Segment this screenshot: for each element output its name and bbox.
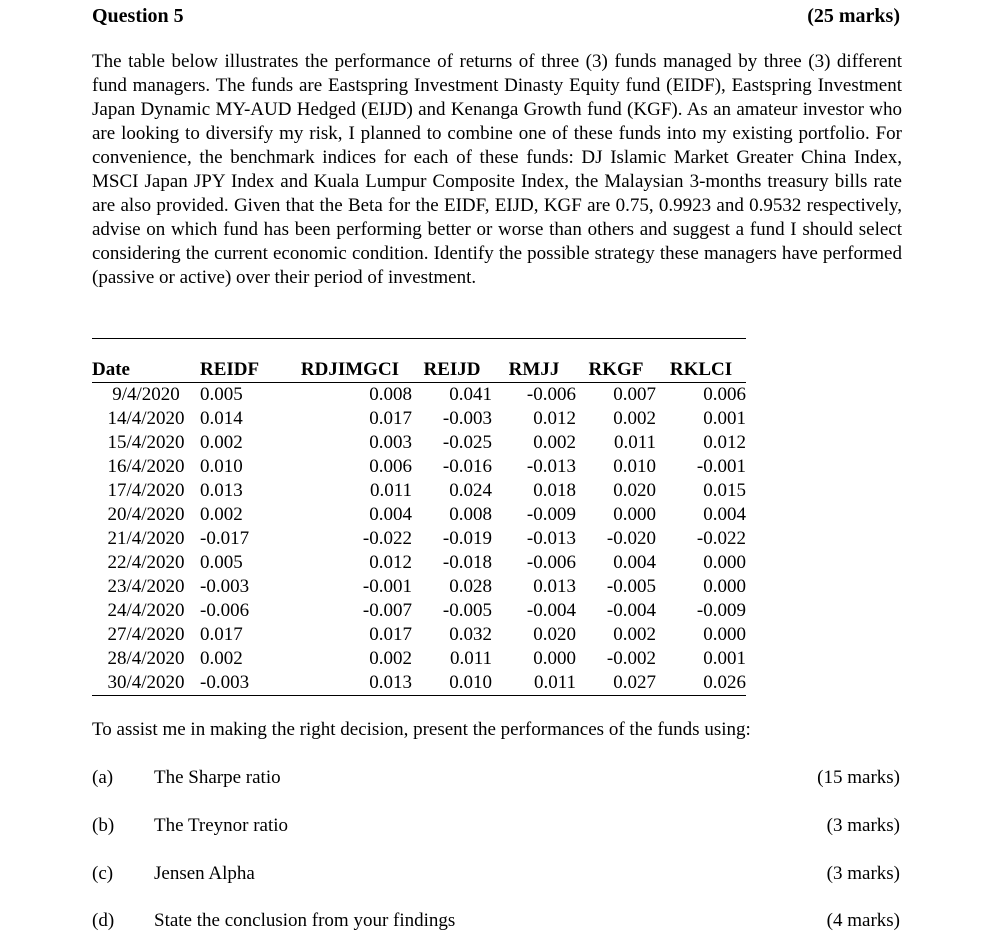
cell-reijd: 0.032 — [449, 624, 492, 645]
cell-reidf: 0.002 — [200, 648, 243, 669]
cell-rkgf: 0.004 — [613, 552, 656, 573]
table-row — [92, 575, 746, 599]
part-text: Jensen Alpha — [154, 863, 255, 884]
part-label: (d) — [92, 910, 115, 931]
cell-date: 24/4/2020 — [107, 600, 185, 621]
cell-rmjj: 0.012 — [533, 408, 576, 429]
cell-reidf: -0.003 — [200, 672, 250, 693]
table-row — [92, 479, 746, 503]
instructions-intro: To assist me in making the right decision, present the performances of the funds using: — [92, 719, 751, 740]
cell-rdjimgci: 0.017 — [369, 408, 412, 429]
cell-reidf: 0.005 — [200, 384, 243, 405]
cell-reijd: -0.018 — [442, 552, 492, 573]
table-row — [92, 407, 746, 431]
cell-reijd: 0.041 — [449, 384, 492, 405]
part-label: (a) — [92, 767, 114, 788]
cell-date: 21/4/2020 — [107, 528, 185, 549]
cell-reidf: 0.002 — [200, 432, 243, 453]
cell-rdjimgci: 0.004 — [369, 504, 412, 525]
cell-reijd: 0.008 — [449, 504, 492, 525]
cell-rkgf: 0.002 — [613, 624, 656, 645]
cell-date: 17/4/2020 — [107, 480, 185, 501]
cell-date: 16/4/2020 — [107, 456, 185, 477]
cell-rklci: 0.001 — [703, 408, 746, 429]
table-row — [92, 431, 746, 455]
cell-reidf: -0.003 — [200, 576, 250, 597]
cell-rdjimgci: 0.011 — [369, 480, 412, 501]
cell-rklci: 0.026 — [703, 672, 746, 693]
cell-date: 15/4/2020 — [107, 432, 185, 453]
column-header-date: Date — [92, 359, 130, 380]
cell-rmjj: -0.006 — [526, 384, 576, 405]
cell-rmjj: 0.002 — [533, 432, 576, 453]
part-label: (b) — [92, 815, 115, 836]
table-row — [92, 551, 746, 575]
returns-table — [92, 358, 746, 696]
question-marks: (25 marks) — [807, 5, 900, 27]
table-row — [92, 623, 746, 647]
part-c — [92, 862, 902, 886]
cell-reijd: -0.016 — [442, 456, 492, 477]
cell-date: 28/4/2020 — [107, 648, 185, 669]
table-header-row — [92, 358, 746, 383]
cell-rmjj: 0.013 — [533, 576, 576, 597]
column-header-rmjj: RMJJ — [508, 359, 560, 380]
cell-rdjimgci: 0.012 — [369, 552, 412, 573]
cell-rmjj: 0.000 — [533, 648, 576, 669]
cell-reidf: 0.013 — [200, 480, 243, 501]
cell-rkgf: 0.011 — [613, 432, 656, 453]
cell-date: 9/4/2020 — [112, 384, 180, 405]
cell-rklci: -0.001 — [696, 456, 746, 477]
cell-date: 27/4/2020 — [107, 624, 185, 645]
cell-rkgf: 0.020 — [613, 480, 656, 501]
table-header — [92, 358, 746, 383]
cell-rmjj: 0.018 — [533, 480, 576, 501]
cell-rklci: 0.006 — [703, 384, 746, 405]
cell-rklci: 0.004 — [703, 504, 746, 525]
cell-rklci: -0.022 — [696, 528, 746, 549]
cell-rdjimgci: 0.013 — [369, 672, 412, 693]
table-row — [92, 503, 746, 527]
cell-reijd: -0.019 — [442, 528, 492, 549]
cell-reijd: 0.010 — [449, 672, 492, 693]
part-text: State the conclusion from your findings — [154, 910, 456, 931]
cell-reidf: 0.002 — [200, 504, 243, 525]
cell-reidf: -0.006 — [200, 600, 250, 621]
part-d — [92, 909, 902, 933]
column-header-rdjimgci: RDJIMGCI — [300, 359, 400, 380]
cell-reijd: -0.003 — [442, 408, 492, 429]
cell-rmjj: 0.011 — [533, 672, 576, 693]
cell-rkgf: 0.000 — [613, 504, 656, 525]
cell-rdjimgci: 0.017 — [369, 624, 412, 645]
cell-reidf: -0.017 — [200, 528, 250, 549]
part-a — [92, 766, 902, 790]
cell-rmjj: -0.009 — [526, 504, 576, 525]
question-paragraph: The table below illustrates the performance of returns of three (3) funds managed by three (3) different fund managers. The funds are Eastspring Investment Dinasty Equity fund (EIDF), Eastspring Investment Japan Dynamic MY-AUD Hedged (EIJD) and Kenanga Growth fund (KGF). As an amateur investor who are looking to diversify my risk, I planned to combine one of these funds into my existing portfolio. For convenience, the benchmark indices for each of these funds: DJ Islamic Market Greater China Index, MSCI Japan JPY Index and Kuala Lumpur Composite Index, the Malaysian 3-months treasury bills rate are also provided. Given that the Beta for the EIDF, EIJD, KGF are 0.75, 0.9923 and 0.9532 respectively, advise on which fund has been performing better or worse than others and suggest a fund I should select considering the current economic condition. Identify the possible strategy these managers have performed (passive or active) over their period of investment. — [92, 51, 902, 288]
cell-rdjimgci: 0.008 — [369, 384, 412, 405]
table-row — [92, 455, 746, 479]
part-marks: (3 marks) — [826, 815, 900, 836]
cell-rkgf: 0.002 — [613, 408, 656, 429]
cell-rklci: 0.000 — [703, 576, 746, 597]
cell-rkgf: 0.027 — [613, 672, 656, 693]
cell-date: 20/4/2020 — [107, 504, 185, 525]
cell-reijd: -0.025 — [442, 432, 492, 453]
column-header-rklci: RKLCI — [669, 359, 733, 380]
part-marks: (4 marks) — [826, 910, 900, 931]
part-text: The Sharpe ratio — [154, 767, 281, 788]
cell-reidf: 0.005 — [200, 552, 243, 573]
table-row — [92, 647, 746, 671]
cell-rklci: 0.000 — [703, 552, 746, 573]
table-row — [92, 599, 746, 623]
table-row — [92, 671, 746, 696]
cell-reijd: -0.005 — [442, 600, 492, 621]
table-top-rule — [92, 338, 746, 339]
cell-reidf: 0.014 — [200, 408, 243, 429]
table-body — [92, 383, 746, 696]
cell-rklci: 0.001 — [703, 648, 746, 669]
cell-rdjimgci: 0.006 — [369, 456, 412, 477]
cell-reijd: 0.011 — [449, 648, 492, 669]
cell-rkgf: -0.005 — [606, 576, 656, 597]
cell-reijd: 0.028 — [449, 576, 492, 597]
cell-rkgf: -0.004 — [606, 600, 656, 621]
cell-rdjimgci: 0.002 — [369, 648, 412, 669]
column-header-rkgf: RKGF — [588, 359, 644, 380]
cell-rmjj: -0.006 — [526, 552, 576, 573]
cell-rdjimgci: -0.001 — [362, 576, 412, 597]
part-b — [92, 814, 902, 838]
cell-rkgf: 0.010 — [613, 456, 656, 477]
part-marks: (15 marks) — [817, 767, 900, 788]
cell-reidf: 0.017 — [200, 624, 243, 645]
cell-reijd: 0.024 — [449, 480, 492, 501]
column-header-reidf: REIDF — [200, 359, 260, 380]
cell-rkgf: -0.020 — [606, 528, 656, 549]
cell-rklci: 0.000 — [703, 624, 746, 645]
question-title: Question 5 — [92, 5, 184, 27]
part-label: (c) — [92, 863, 114, 884]
cell-rdjimgci: -0.022 — [362, 528, 412, 549]
table-row — [92, 527, 746, 551]
cell-rklci: 0.015 — [703, 480, 746, 501]
cell-date: 23/4/2020 — [107, 576, 185, 597]
cell-reidf: 0.010 — [200, 456, 243, 477]
column-header-reijd: REIJD — [423, 359, 481, 380]
cell-rmjj: 0.020 — [533, 624, 576, 645]
cell-rmjj: -0.013 — [526, 456, 576, 477]
cell-rkgf: -0.002 — [606, 648, 656, 669]
part-text: The Treynor ratio — [154, 815, 289, 836]
cell-date: 22/4/2020 — [107, 552, 185, 573]
cell-rdjimgci: -0.007 — [362, 600, 412, 621]
cell-date: 30/4/2020 — [107, 672, 185, 693]
cell-rmjj: -0.013 — [526, 528, 576, 549]
cell-rkgf: 0.007 — [613, 384, 656, 405]
cell-rklci: 0.012 — [703, 432, 746, 453]
part-marks: (3 marks) — [826, 863, 900, 884]
cell-date: 14/4/2020 — [107, 408, 185, 429]
table-row — [92, 383, 746, 408]
cell-rklci: -0.009 — [696, 600, 746, 621]
cell-rmjj: -0.004 — [526, 600, 576, 621]
cell-rdjimgci: 0.003 — [369, 432, 412, 453]
